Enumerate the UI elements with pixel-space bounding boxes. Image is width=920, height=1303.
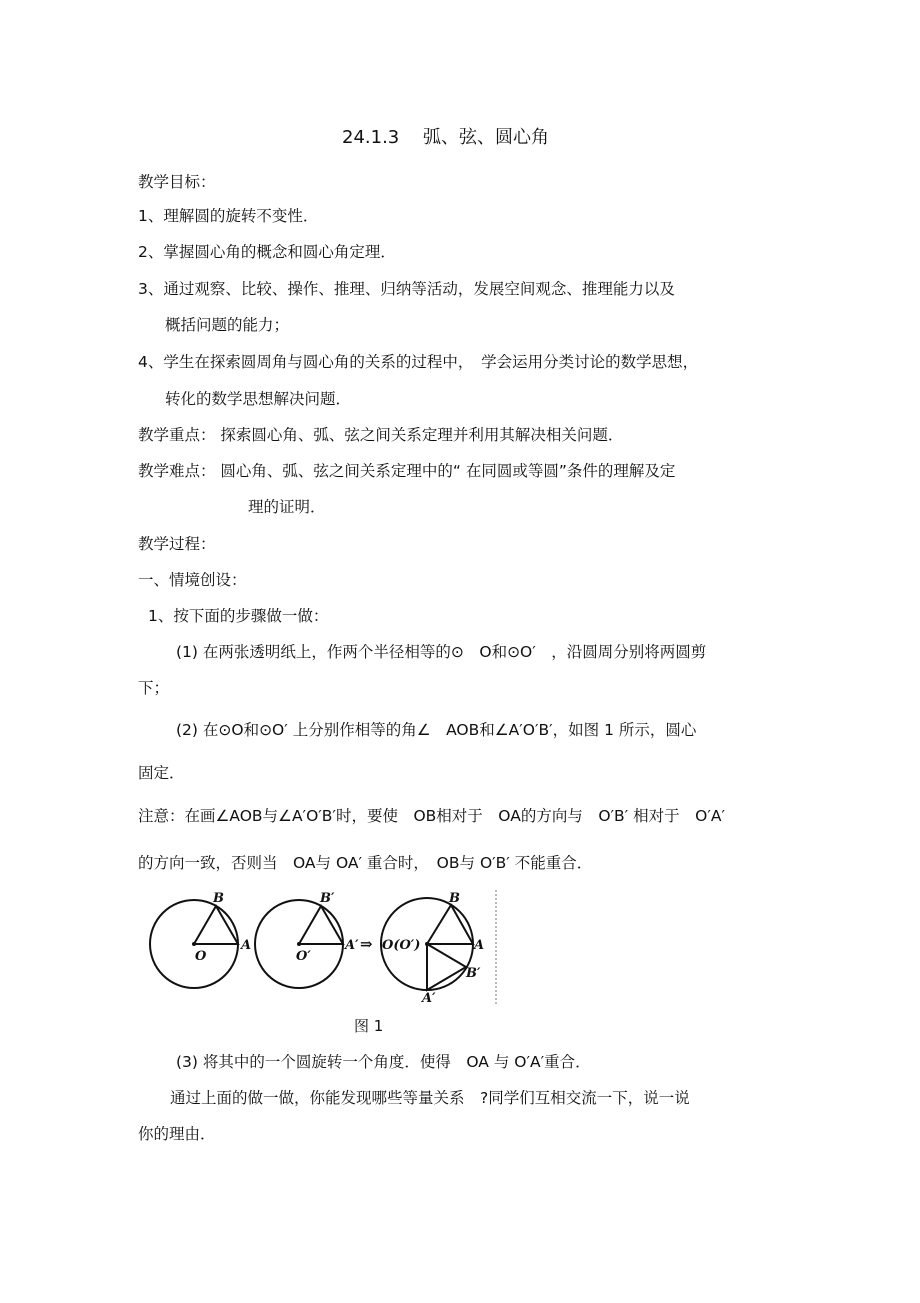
step-2-continuation: 固定． — [138, 764, 185, 782]
note-continuation: 的方向一致，否则当 OA与 OA′ 重合时， OB与 O′B′ 不能重合． — [138, 854, 593, 872]
goal-item-continuation: 转化的数学思想解决问题． — [165, 390, 352, 408]
goals-heading: 教学目标： — [138, 173, 216, 191]
difficult-point-continuation: 理的证明． — [248, 498, 326, 516]
process-heading: 教学过程： — [138, 535, 216, 553]
implies-arrow: ⇒ — [360, 935, 373, 953]
label-a-prime-rotated: A′ — [422, 991, 436, 1006]
angle-a-o-b-prime — [299, 906, 343, 944]
label-b-prime: B′ — [320, 891, 335, 906]
figure-1-diagram — [146, 888, 506, 1008]
label-o-o-prime: O(O′) — [382, 938, 421, 953]
label-o-prime: O′ — [296, 949, 311, 964]
step-1: (1) 在两张透明纸上，作两个半径相等的⊙ O和⊙O′ ，沿圆周分别将两圆剪 — [176, 643, 707, 661]
goal-item: 4、学生在探索圆周角与圆心角的关系的过程中， 学会运用分类讨论的数学思想， — [138, 353, 699, 371]
question-continuation: 你的理由． — [138, 1125, 216, 1143]
label-o: O — [195, 949, 207, 964]
key-point: 教学重点： 探索圆心角、弧、弦之间关系定理并利用其解决相关问题． — [138, 426, 624, 444]
step-3: (3) 将其中的一个圆旋转一个角度．使得 OA 与 O′A′重合． — [176, 1053, 591, 1071]
question: 通过上面的做一做，你能发现哪些等量关系 ?同学们互相交流一下，说一说 — [170, 1089, 690, 1107]
goal-item: 1、理解圆的旋转不变性． — [138, 207, 319, 225]
label-a-prime: A′ — [345, 938, 359, 953]
angle-aob — [194, 906, 238, 944]
angle-rotated — [427, 944, 466, 990]
step-intro: 1、按下面的步骤做一做： — [148, 607, 329, 625]
label-a: A — [241, 938, 252, 953]
goal-item: 2、掌握圆心角的概念和圆心角定理． — [138, 243, 396, 261]
difficult-point: 教学难点： 圆心角、弧、弦之间关系定理中的“ 在同圆或等圆”条件的理解及定 — [138, 462, 676, 480]
step-1-continuation: 下； — [138, 679, 170, 697]
figure-caption: 图 1 — [354, 1017, 384, 1035]
note: 注意：在画∠AOB与∠A′O′B′时，要使 OB相对于 OA的方向与 O′B′ 相对于 O′A′ — [138, 807, 725, 825]
label-b-prime-rotated: B′ — [466, 966, 481, 981]
label-b-overlap: B — [449, 891, 460, 906]
label-a-overlap: A — [474, 938, 485, 953]
step-2: (2) 在⊙O和⊙O′ 上分别作相等的角∠ AOB和∠A′O′B′，如图 1 所示，圆心 — [176, 721, 697, 739]
page-title: 24.1.3 弧、弦、圆心角 — [342, 127, 549, 148]
label-b: B — [213, 891, 224, 906]
goal-item: 3、通过观察、比较、操作、推理、归纳等活动，发展空间观念、推理能力以及 — [138, 280, 675, 298]
section-heading: 一、情境创设： — [138, 571, 247, 589]
goal-item-continuation: 概括问题的能力； — [165, 316, 290, 334]
angle-aob-overlap — [427, 905, 473, 944]
